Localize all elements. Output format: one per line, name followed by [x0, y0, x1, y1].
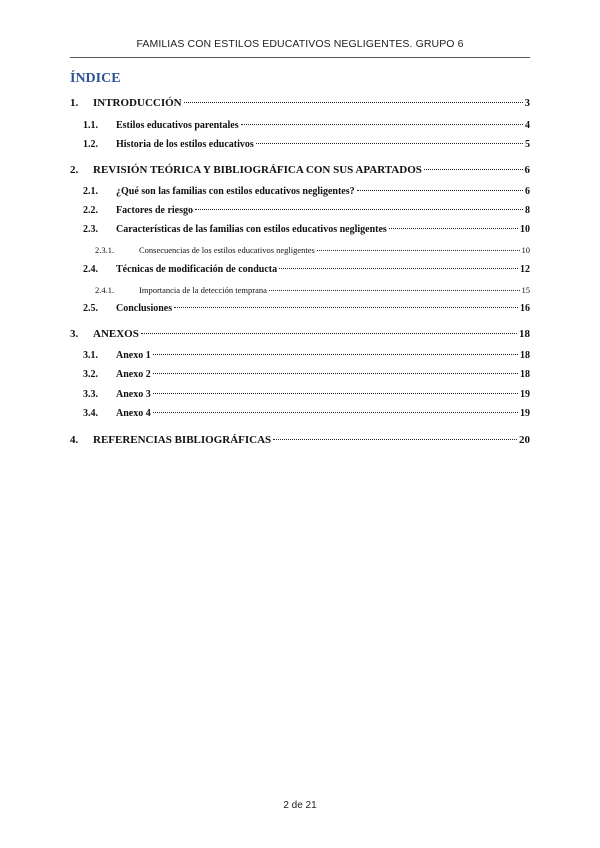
toc-entry-page: 19	[520, 408, 530, 419]
toc-entry[interactable]	[83, 369, 530, 380]
toc-entry-label: Conclusiones	[116, 303, 173, 314]
toc-leader	[153, 412, 518, 413]
toc-leader	[195, 209, 523, 210]
toc-entry-number: 3.3.	[83, 389, 98, 400]
toc-entry-page: 10	[520, 224, 530, 235]
toc-entry-page: 8	[525, 205, 530, 216]
toc-entry-label: Estilos educativos parentales	[116, 120, 239, 131]
toc-entry-label: ANEXOS	[93, 328, 139, 340]
toc-entry-page: 3	[524, 97, 530, 109]
toc-entry[interactable]	[83, 264, 530, 275]
toc-entry-label: Anexo 1	[116, 350, 151, 361]
toc-entry[interactable]	[70, 328, 530, 340]
toc-entry[interactable]	[83, 303, 530, 314]
toc-entry-page: 18	[520, 350, 530, 361]
toc-entry[interactable]	[70, 164, 530, 176]
toc-leader	[241, 124, 523, 125]
toc-entry[interactable]	[83, 408, 530, 419]
toc-entry-number: 2.5.	[83, 303, 98, 314]
toc-entry-label: ¿Qué son las familias con estilos educativos negligentes?	[116, 186, 355, 197]
toc-entry-number: 2.3.	[83, 224, 98, 235]
toc-entry[interactable]	[83, 350, 530, 361]
toc-entry-number: 4.	[70, 434, 79, 446]
toc-entry-page: 19	[520, 389, 530, 400]
toc-entry-number: 3.	[70, 328, 79, 340]
toc-entry-label: Anexo 3	[116, 389, 151, 400]
toc-entry-label: Importancia de la detección temprana	[139, 285, 267, 295]
toc-entry-page: 5	[525, 139, 530, 150]
toc-entry[interactable]	[83, 139, 530, 150]
toc-entry-page: 18	[520, 369, 530, 380]
toc-entry-number: 2.1.	[83, 186, 98, 197]
toc-leader	[389, 228, 518, 229]
page-header: FAMILIAS CON ESTILOS EDUCATIVOS NEGLIGENTES. GRUPO 6	[136, 38, 464, 50]
toc-leader	[424, 169, 523, 170]
header-divider	[70, 57, 530, 58]
toc-entry[interactable]	[70, 434, 530, 446]
toc-entry-label: Historia de los estilos educativos	[116, 139, 254, 150]
toc-entry-page: 12	[520, 264, 530, 275]
toc-entry-label: INTRODUCCIÓN	[93, 97, 182, 109]
toc-entry-number: 3.4.	[83, 408, 98, 419]
toc-entry[interactable]	[83, 389, 530, 400]
toc-entry-label: Factores de riesgo	[116, 205, 194, 216]
toc-entry-number: 3.1.	[83, 350, 98, 361]
toc-entry[interactable]	[83, 186, 530, 197]
toc-entry-number: 2.4.1.	[95, 285, 115, 295]
toc-leader	[256, 143, 523, 144]
toc-entry-page: 6	[524, 164, 530, 176]
toc-entry[interactable]	[95, 285, 530, 295]
toc-entry-page: 4	[525, 120, 530, 131]
toc-leader	[317, 250, 520, 251]
toc-leader	[153, 393, 518, 394]
toc-leader	[153, 373, 518, 374]
toc-entry-number: 2.2.	[83, 205, 98, 216]
toc-entry[interactable]	[70, 97, 530, 109]
toc-entry-label: Técnicas de modificación de conducta	[116, 264, 278, 275]
toc-entry-page: 18	[519, 328, 530, 340]
toc-entry-number: 2.3.1.	[95, 245, 115, 255]
toc-leader	[141, 333, 517, 334]
toc-entry[interactable]	[83, 120, 530, 131]
toc-leader	[184, 102, 523, 103]
toc-entry-label: REVISIÓN TEÓRICA Y BIBLIOGRÁFICA CON SUS APARTADOS	[93, 164, 422, 176]
toc-entry[interactable]	[95, 245, 530, 255]
toc-leader	[273, 439, 517, 440]
toc-entry-label: Anexo 4	[116, 408, 151, 419]
toc-entry-page: 15	[521, 285, 530, 295]
toc-entry-page: 6	[525, 186, 530, 197]
toc-leader	[279, 268, 518, 269]
toc-entry-number: 1.	[70, 97, 79, 109]
toc-entry-number: 3.2.	[83, 369, 98, 380]
toc-entry-number: 2.4.	[83, 264, 98, 275]
toc-entry-page: 16	[520, 303, 530, 314]
toc-leader	[153, 354, 518, 355]
toc-entry-label: Características de las familias con estilos educativos negligentes	[116, 224, 387, 235]
toc-entry[interactable]	[83, 224, 530, 235]
toc-title: ÍNDICE	[70, 71, 121, 86]
toc-entry-label: Consecuencias de los estilos educativos negligentes	[139, 245, 315, 255]
toc-entry-number: 1.1.	[83, 120, 98, 131]
toc-entry-page: 20	[519, 434, 530, 446]
toc-entry-number: 1.2.	[83, 139, 98, 150]
page-number: 2 de 21	[283, 800, 317, 811]
toc-entry-label: Anexo 2	[116, 369, 151, 380]
toc-leader	[174, 307, 518, 308]
toc-entry[interactable]	[83, 205, 530, 216]
toc-entry-number: 2.	[70, 164, 79, 176]
toc-entry-label: REFERENCIAS BIBLIOGRÁFICAS	[93, 434, 272, 446]
toc-entry-page: 10	[521, 245, 530, 255]
toc-leader	[357, 190, 523, 191]
toc-leader	[269, 290, 520, 291]
